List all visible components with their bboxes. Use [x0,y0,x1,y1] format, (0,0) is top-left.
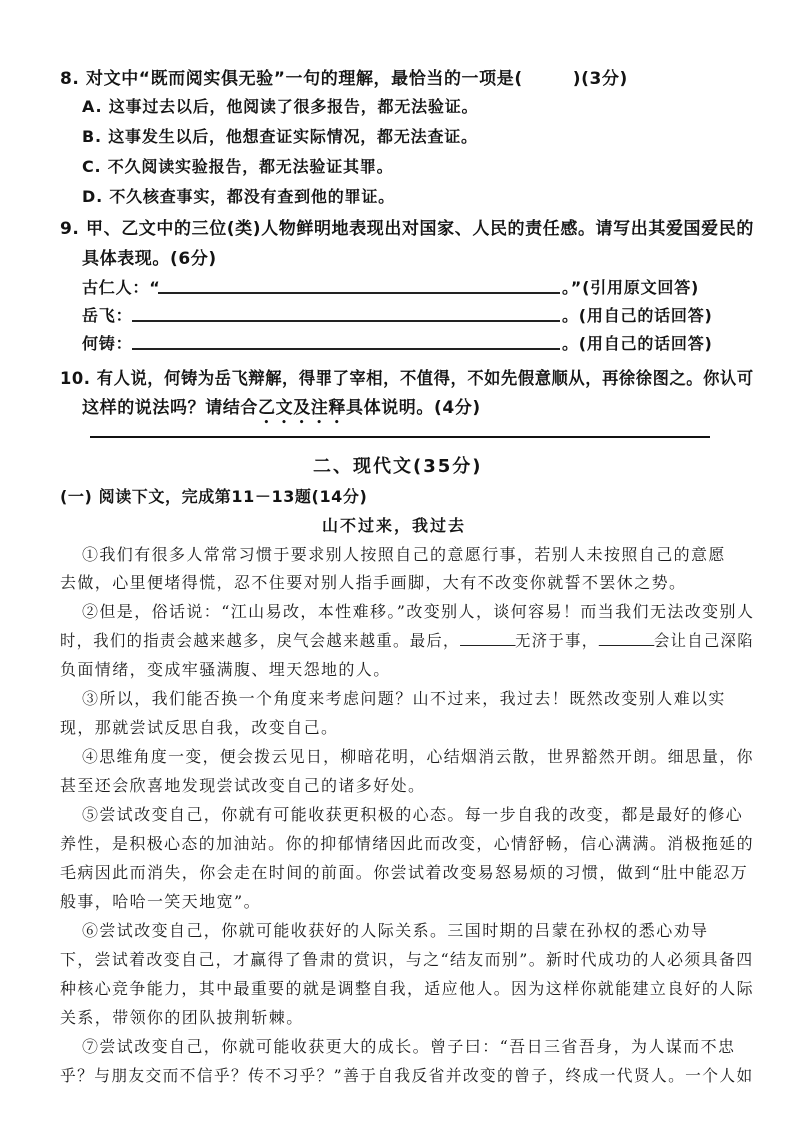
q8-option-c: C. 不久阅读实验报告，都无法验证其罪。 [82,157,394,176]
q9-answer-field-yuefei[interactable] [132,320,560,322]
section-title: 二、现代文(35分) [313,456,483,477]
article-line: 负面情绪，变成牢骚满腹、埋天怨地的人。 [60,660,391,679]
article-line: ②但是，俗话说：“江山易改，本性难移。”改变别人，谈何容易！而当我们无法改变别人 [82,602,755,621]
article-text: 会让自己深陷 [653,631,754,650]
q8-option-b: B. 这事发生以后，他想查证实际情况，都无法查证。 [82,127,478,146]
article-line: ⑥尝试改变自己，你就可能收获好的人际关系。三国时期的吕蒙在孙权的悉心劝导 [82,921,709,940]
article-line: 毛病因此而消失，你会走在时间的前面。你尝试着改变易怒易烦的习惯，做到“肚中能忍万 [60,863,749,882]
article-line: ⑦尝试改变自己，你就可能收获更大的成长。曾子曰：“吾日三省吾身，为人谋而不忠 [82,1037,736,1056]
article-line-with-blanks [60,628,754,651]
answer-line-divider[interactable] [90,436,710,438]
article-line: 关系，带领你的团队披荆斩棘。 [60,1008,304,1027]
q10-line2-start: 这样的说法吗？请结合 [82,398,258,418]
q9-hint-ancient: 。”(引用原文回答) [562,278,700,297]
fill-blank-1[interactable] [460,631,516,646]
article-title: 山不过来，我过去 [322,516,467,535]
section-subheading: (一) 阅读下文，完成第11－13题(14分) [60,487,368,506]
q9-line1: 9. 甲、乙文中的三位(类)人物鲜明地表现出对国家、人民的责任感。请写出其爱国爱民的 [60,219,754,239]
article-line: 养性，是积极心态的加油站。你的抑郁情绪因此而改变，心情舒畅，信心满满。消极拖延的 [60,834,754,853]
article-text: 时，我们的指责会越来越多，戾气会越来越重。最后， [60,631,460,650]
q8-stem-text: 8. 对文中“既而阅实俱无验”一句的理解，最恰当的一项是( [60,69,523,89]
q9-answer-field-hezhu[interactable] [132,348,560,350]
q9-line2: 具体表现。(6分) [82,249,217,269]
q10-line2-end: 具体说明。(4分) [346,398,481,418]
q9-answer-label-yuefei: 岳飞： [82,306,133,325]
q8-option-a: A. 这事过去以后，他阅读了很多报告，都无法验证。 [82,97,479,116]
q8-stem [60,64,628,89]
article-text: 无济于事， [515,631,599,650]
article-line: ③所以，我们能否换一个角度来考虑问题？山不过来，我过去！既然改变别人难以实 [82,689,726,708]
q8-points: )(3分) [572,69,628,89]
q9-answer-label-ancient: 古仁人：“ [82,278,161,297]
q9-answer-field-ancient[interactable] [158,292,560,294]
article-line: 现，那就尝试反思自我，改变自己。 [60,718,339,737]
article-line: 甚至还会欣喜地发现尝试改变自己的诸多好处。 [60,776,426,795]
q9-answer-label-hezhu: 何铸： [82,334,133,353]
q10-line1: 10. 有人说，何铸为岳飞辩解，得罪了宰相，不值得，不如先假意顺从，再徐徐图之。你认可 [60,369,754,389]
article-line: ①我们有很多人常常习惯于要求别人按照自己的意愿行事，若别人未按照自己的意愿 [82,545,726,564]
article-line: ⑤尝试改变自己，你就有可能收获更积极的心态。每一步自我的改变，都是最好的修心 [82,805,744,824]
q8-option-d: D. 不久核查事实，都没有查到他的罪证。 [82,187,395,206]
article-line: ④思维角度一变，便会拨云见日，柳暗花明，心结烟消云散，世界豁然开朗。细思量，你 [82,747,754,766]
article-line: 种核心竞争能力，其中最重要的就是调整自我，适应他人。因为这样你就能建立良好的人际 [60,979,754,998]
fill-blank-2[interactable] [598,631,654,646]
q10-emphasis-text: 乙文及注释 [258,398,346,418]
article-line: 下，尝试着改变自己，才赢得了鲁肃的赏识，与之“结友而别”。新时代成功的人必须具备四 [60,950,754,969]
article-line: 去做，心里便堵得慌，忍不住要对别人指手画脚，大有不改变你就誓不罢休之势。 [60,573,687,592]
q9-hint-hezhu: 。(用自己的话回答) [562,334,713,353]
article-line: 乎？与朋友交而不信乎？传不习乎？”善于自我反省并改变的曾子，终成一代贤人。一个人如 [60,1066,754,1085]
q10-line2 [82,393,481,428]
article-line: 般事，哈哈一笑天地宽”。 [60,892,261,911]
q9-hint-yuefei: 。(用自己的话回答) [562,306,713,325]
